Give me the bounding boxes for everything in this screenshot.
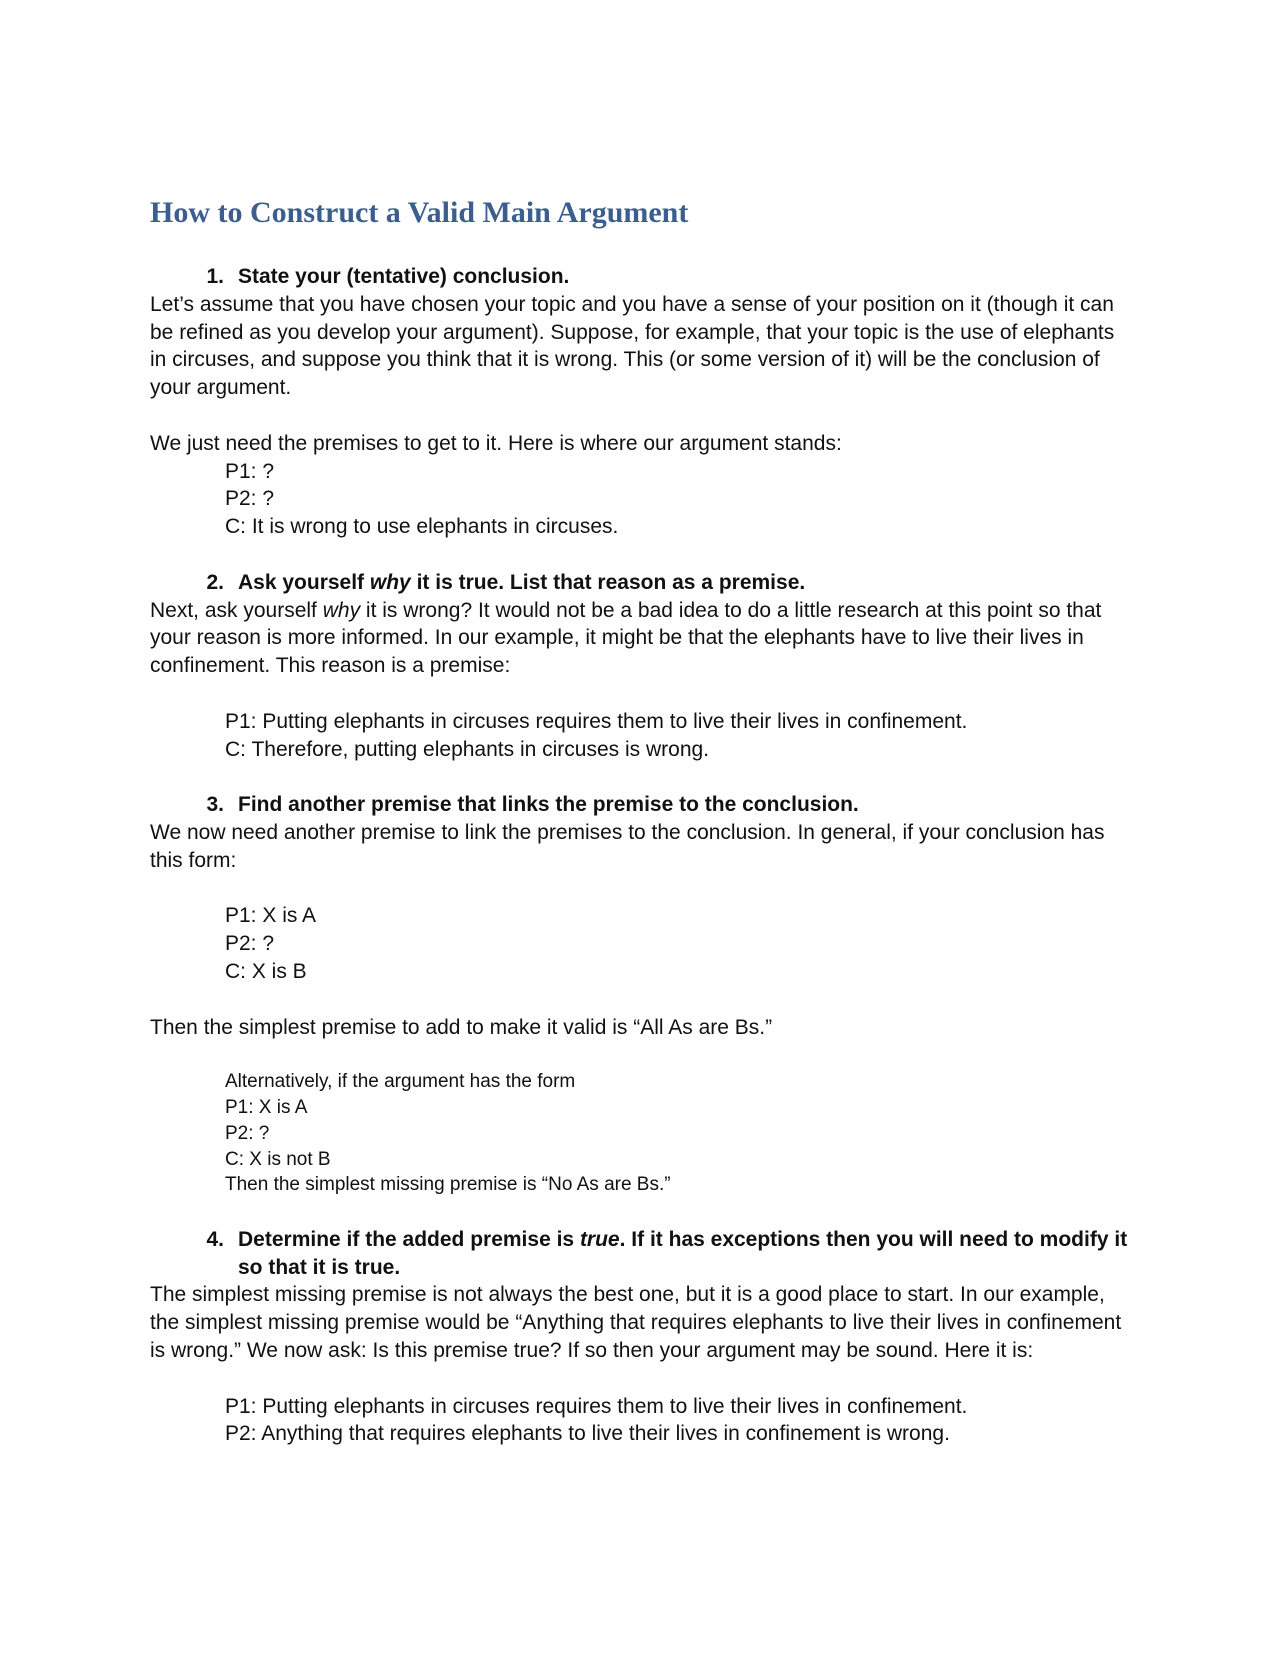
argument-line: P2: Anything that requires elephants to live their lives in confinement is wrong. [225,1422,950,1446]
page-title: How to Construct a Valid Main Argument [150,196,689,229]
alternative-line: Then the simplest missing premise is “No As are Bs.” [225,1174,671,1196]
step-title: State your (tentative) conclusion. [238,265,570,288]
step-4-paragraph: The simplest missing premise is not always the best one, but it is a good place to start. In our example, the simplest missing premise would be “Anything that requires elephants to live their lives in confinement is wrong.” We now ask: Is this premise true? If so then your argument may be sound. Here it is: [150,1283,1122,1363]
argument-block-3 [225,902,1135,985]
alternative-form-block [225,1069,1135,1198]
argument-line: C: X is B [225,959,307,983]
argument-line: C: Therefore, putting elephants in circuses is wrong. [225,737,710,761]
argument-line: P1: Putting elephants in circuses requires them to live their lives in confinement. [225,709,968,733]
argument-line: P1: X is A [225,904,317,928]
step-2-paragraph: Next, ask yourself why it is wrong? It would not be a bad idea to do a little research at this point so that your reason is more informed. In our example, it might be that the elephants have to live their lives in confinement. This reason is a premise: [150,598,1102,678]
step-3-paragraph-2: Then the simplest premise to add to make it valid is “All As are Bs.” [150,1015,773,1039]
step-title: Ask yourself why it is true. List that reason as a premise. [238,570,806,594]
step-1-paragraph: Let’s assume that you have chosen your topic and you have a sense of your position on it (though it can be refined as you develop your argument). Suppose, for example, that your topic is the use of elephants in circuses, and suppose you think that it is wrong. This (or some version of it) will be the conclusion of your argument. [150,292,1115,400]
step-3-paragraph: We now need another premise to link the premises to the conclusion. In general, if your conclusion has this form: [150,820,1105,872]
argument-line: P1: Putting elephants in circuses requires them to live their lives in confinement. [225,1394,968,1418]
argument-block-1 [225,458,1135,541]
argument-block-4 [225,1393,1135,1449]
step-number: 1. [206,265,224,288]
argument-block-2 [225,708,1135,764]
step-number: 2. [206,570,224,594]
alternative-line: Alternatively, if the argument has the form [225,1071,576,1093]
argument-line: P2: ? [225,487,275,511]
step-2-heading [150,569,1135,597]
step-4-heading [150,1226,1135,1282]
step-title: Find another premise that links the premise to the conclusion. [238,793,859,817]
step-title: Determine if the added premise is true. If it has exceptions then you will need to modify it so that it is true. [238,1227,1128,1279]
argument-line: P1: ? [225,459,275,483]
alternative-line: P2: ? [225,1122,270,1144]
step-3-heading [150,791,1135,819]
argument-line: P2: ? [225,932,275,956]
argument-line: C: It is wrong to use elephants in circuses. [225,515,619,539]
step-1-heading [150,263,1135,291]
alternative-line: C: X is not B [225,1148,331,1170]
document-content [150,196,1135,1448]
step-number: 4. [206,1227,224,1251]
step-number: 3. [206,793,224,817]
alternative-line: P1: X is A [225,1096,308,1118]
step-1-paragraph-2: We just need the premises to get to it. Here is where our argument stands: [150,431,842,455]
